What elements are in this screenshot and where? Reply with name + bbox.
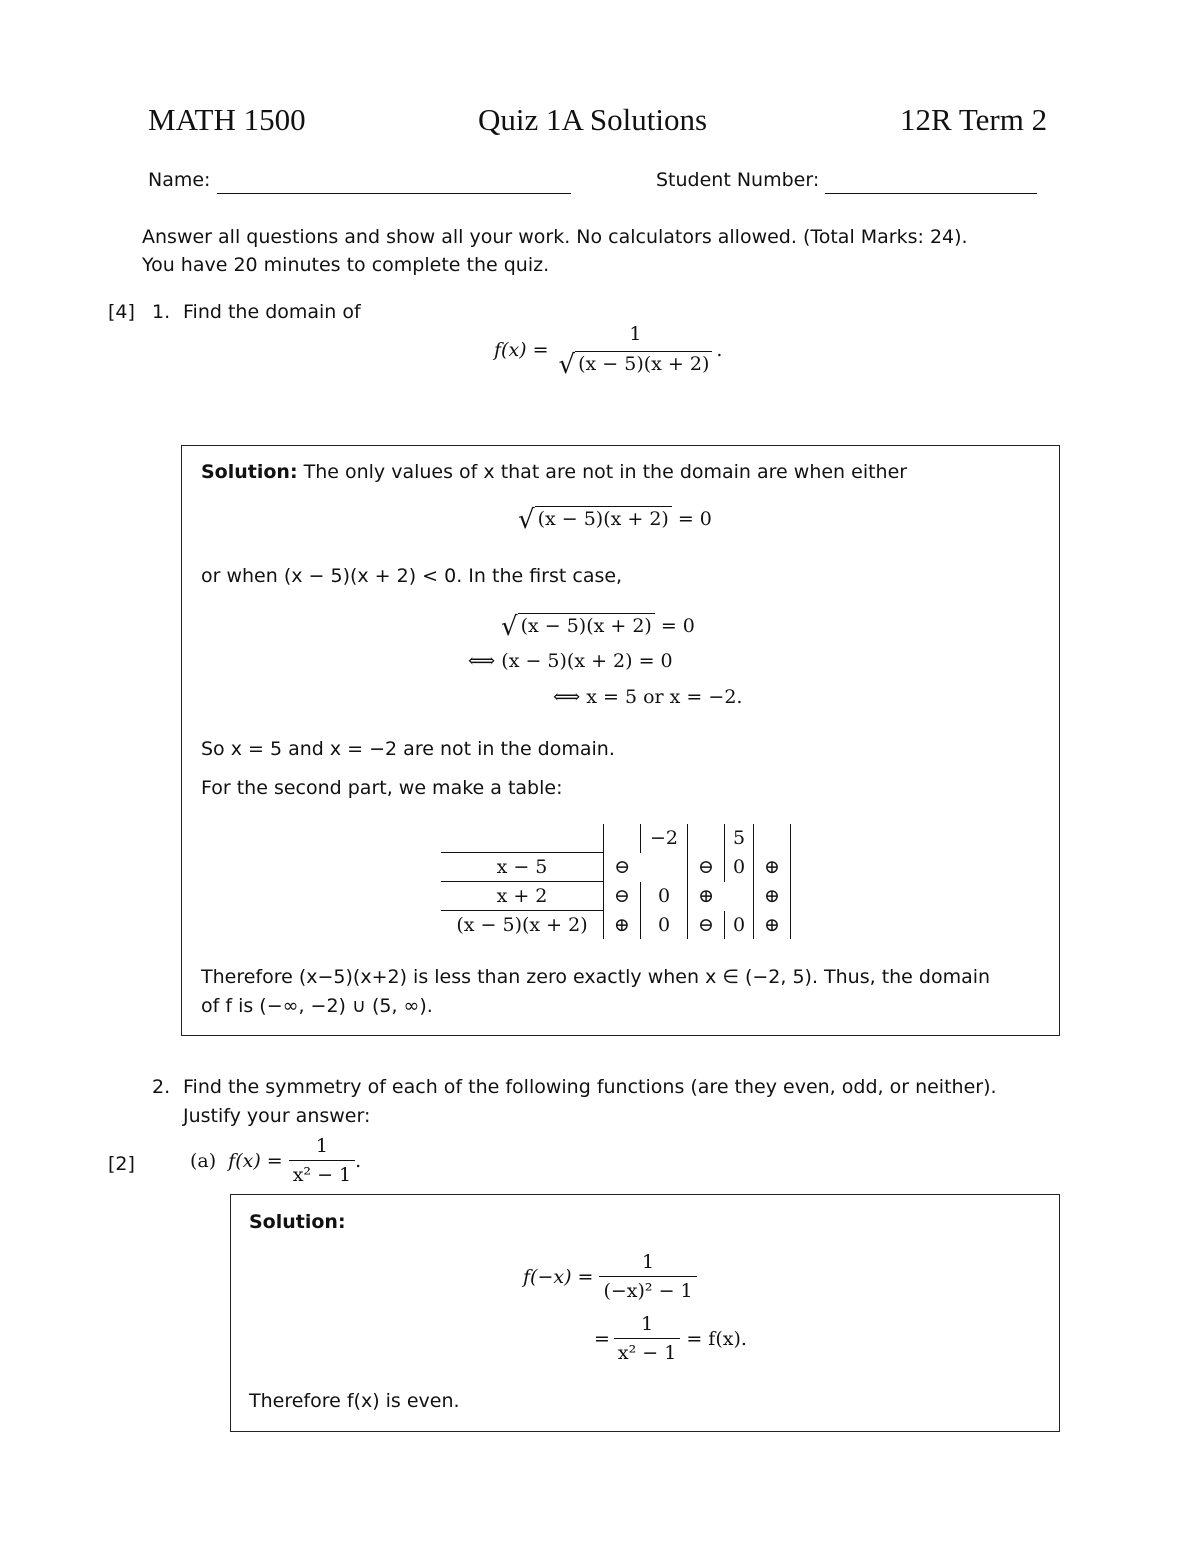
- name-label: Name:: [148, 169, 211, 191]
- q1-eq1-rhs: = 0: [677, 508, 712, 530]
- table-cell: [688, 824, 725, 853]
- q1-f-denominator: (x − 5)(x + 2): [575, 351, 712, 376]
- q2a-conclusion: Therefore f(x) is even.: [249, 1390, 460, 1412]
- sign-table-header: [441, 824, 791, 853]
- table-cell: 0: [641, 911, 688, 940]
- q2-prompt-line-2: Justify your answer:: [183, 1105, 371, 1127]
- q2a-solution-label: Solution:: [249, 1211, 346, 1233]
- table-cell: ⊖: [604, 882, 641, 911]
- table-cell: ⊕: [754, 853, 791, 882]
- term-label: 12R Term 2: [900, 102, 1048, 137]
- table-cell: x − 5: [441, 853, 604, 882]
- student-number-field[interactable]: [656, 166, 1037, 194]
- q2a-line2-denominator: x² − 1: [614, 1338, 680, 1365]
- q2a-line2-rhs: = f(x).: [686, 1327, 747, 1350]
- q1-fraction: [555, 322, 717, 380]
- q2a-fraction: [289, 1134, 355, 1187]
- q1-prompt: Find the domain of: [183, 301, 361, 323]
- q1-step1-rhs: = 0: [660, 615, 695, 637]
- table-row: [441, 882, 791, 911]
- q1-so-line: So x = 5 and x = −2 are not in the domain.: [201, 738, 615, 760]
- student-number-blank[interactable]: [825, 173, 1037, 194]
- q1-marks: [4]: [108, 301, 135, 323]
- name-blank[interactable]: [217, 173, 571, 194]
- q2a-label: (a): [190, 1149, 217, 1172]
- table-row: [441, 853, 791, 882]
- q2a-function: [190, 1134, 361, 1187]
- q1-step2: ⟺ (x − 5)(x + 2) = 0: [468, 650, 673, 672]
- table-cell: ⊕: [754, 911, 791, 940]
- q1-conclusion-line-1: Therefore (x−5)(x+2) is less than zero exactly when x ∈ (−2, 5). Thus, the domain: [201, 966, 991, 988]
- q2a-line-1: [523, 1250, 697, 1303]
- sqrt-symbol: √: [558, 350, 576, 380]
- table-cell: 0: [641, 882, 688, 911]
- table-cell: 5: [725, 824, 754, 853]
- q1-solution-label: Solution:: [201, 461, 298, 483]
- q1-f-end: .: [716, 338, 723, 361]
- q1-step1: [501, 612, 695, 642]
- q1-eq1-sqrt: [518, 505, 672, 535]
- q2a-f-denominator: x² − 1: [289, 1160, 355, 1187]
- q1-number: 1.: [152, 301, 171, 323]
- q1-step1-radicand: (x − 5)(x + 2): [518, 613, 655, 638]
- q2a-line2-numerator: 1: [641, 1313, 654, 1335]
- student-number-label: Student Number:: [656, 169, 820, 191]
- q1-eq1-radicand: (x − 5)(x + 2): [535, 506, 672, 531]
- table-cell: ⊕: [688, 882, 725, 911]
- table-cell: [754, 824, 791, 853]
- course-code: MATH 1500: [148, 102, 306, 137]
- table-cell: (x − 5)(x + 2): [456, 914, 588, 936]
- q1-f-lhs: f(x) =: [494, 338, 549, 361]
- table-cell: 0: [725, 911, 754, 940]
- q1-table-intro: For the second part, we make a table:: [201, 777, 563, 799]
- q2a-line1-lhs: f(−x) =: [523, 1265, 594, 1288]
- table-cell: [441, 824, 604, 853]
- q2a-f-end: .: [355, 1149, 362, 1172]
- table-cell: 0: [725, 853, 754, 882]
- table-cell: ⊕: [604, 911, 641, 940]
- q2a-line1-fraction: [599, 1250, 696, 1303]
- q2a-marks: [2]: [108, 1153, 135, 1175]
- table-cell: ⊕: [754, 882, 791, 911]
- sqrt-symbol: √: [518, 505, 535, 535]
- q1-step3: ⟺ x = 5 or x = −2.: [553, 686, 743, 708]
- q2a-line2-eq: =: [594, 1327, 610, 1350]
- table-cell: ⊖: [688, 853, 725, 882]
- instructions-line-1: Answer all questions and show all your work. No calculators allowed. (Total Marks: 24).: [142, 226, 968, 248]
- sign-table: [441, 824, 791, 939]
- table-cell: [604, 824, 641, 853]
- document-title: Quiz 1A Solutions: [478, 102, 708, 137]
- q1-function: [494, 322, 723, 380]
- sqrt-symbol: √: [501, 612, 518, 642]
- table-cell: [725, 882, 754, 911]
- q2a-line1-denominator: (−x)² − 1: [599, 1276, 696, 1303]
- table-cell: x + 2: [441, 882, 604, 911]
- table-cell: [641, 853, 688, 882]
- q1-sqrt: [558, 350, 713, 380]
- table-cell: −2: [641, 824, 688, 853]
- q2-number: 2.: [152, 1076, 171, 1098]
- q2a-line-2: [594, 1312, 747, 1365]
- q2a-line1-numerator: 1: [641, 1251, 655, 1273]
- q2a-line2-fraction: [614, 1312, 680, 1365]
- name-field[interactable]: [148, 166, 571, 194]
- table-cell: ⊖: [604, 853, 641, 882]
- q1-or-line: or when (x − 5)(x + 2) < 0. In the first case,: [201, 565, 623, 587]
- q1-eq1: [518, 505, 712, 535]
- q1-f-numerator: 1: [629, 323, 642, 345]
- q1-solution-intro: The only values of x that are not in the domain are when either: [303, 461, 908, 483]
- q2a-f-lhs: f(x) =: [228, 1149, 283, 1172]
- q1-solution-intro-line: [201, 458, 907, 486]
- instructions-line-2: You have 20 minutes to complete the quiz.: [142, 254, 550, 276]
- table-row: [441, 911, 791, 940]
- table-cell: ⊖: [688, 911, 725, 940]
- q1-step1-sqrt: [501, 612, 655, 642]
- q2a-f-numerator: 1: [315, 1135, 328, 1157]
- q2-prompt-line-1: Find the symmetry of each of the following functions (are they even, odd, or neither).: [183, 1076, 997, 1098]
- q1-conclusion-line-2: of f is (−∞, −2) ∪ (5, ∞).: [201, 995, 433, 1017]
- q1-f-denominator-wrap: [555, 348, 717, 380]
